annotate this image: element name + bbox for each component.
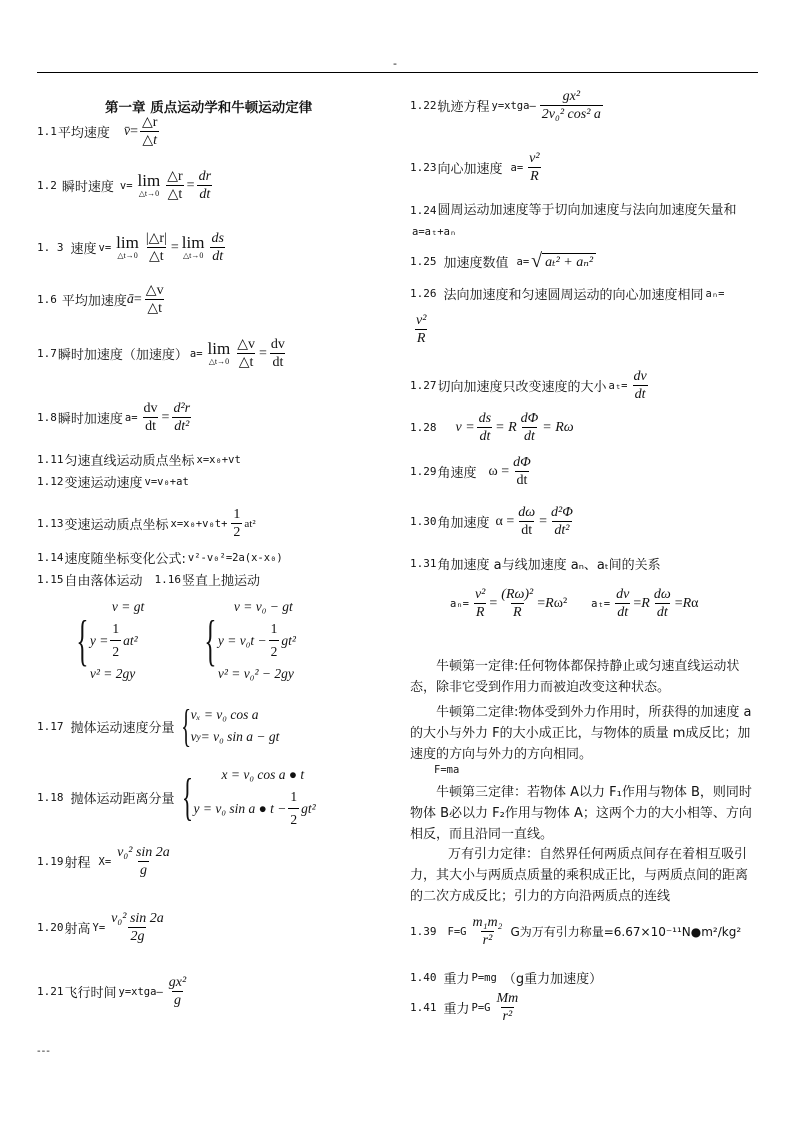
formula-label: 匀速直线运动质点坐标 bbox=[64, 454, 195, 469]
formula-label: 切向加速度只改变速度的大小 bbox=[437, 380, 607, 395]
tangential-acceleration-expression: aₜ= $\frac{dv}{dt}$ = R $\frac{d\omega}{dt}$ = R α bbox=[591, 587, 699, 620]
formula-number: 1.30 bbox=[410, 515, 437, 528]
force-formula bbox=[432, 764, 461, 776]
formula-number: 1.25 bbox=[410, 255, 437, 268]
formula-expression: a= $\frac{dv}{dt}$ = $\frac{\text{d²r}}{\text{dt²}}$ bbox=[124, 401, 191, 434]
formula-number: 1.17 bbox=[37, 719, 64, 733]
formula-expression: $\frac{\text{v₀² sin 2a}}{g}$ bbox=[117, 845, 170, 878]
formula-label: 变速运动速度 bbox=[64, 476, 143, 491]
law-title: 牛顿第三定律： bbox=[436, 785, 528, 800]
newton-third-law bbox=[410, 782, 760, 845]
formula-1-26 bbox=[410, 284, 726, 303]
formula-1-8 bbox=[37, 400, 194, 435]
formula-label: 自由落体运动 bbox=[64, 574, 143, 589]
formula-expression: $\frac{\text{gx²}}{g}$ bbox=[168, 975, 187, 1008]
formula-number: 1.22 bbox=[410, 99, 437, 112]
formula-1-30 bbox=[410, 504, 577, 539]
formula-number: 1.11 bbox=[37, 453, 64, 466]
formula-label: 射高 bbox=[64, 922, 91, 937]
formula-expression: v= lim △t→0 $\frac{\triangle r}{\triangle t}$ = $\frac{dr}{dt}$ bbox=[119, 169, 212, 202]
formula-number: 1.15 bbox=[37, 573, 64, 586]
formula-label: 竖直上抛运动 bbox=[182, 574, 261, 589]
law-title: 万有引力定律： bbox=[448, 847, 540, 862]
newton-first-law bbox=[410, 656, 760, 698]
formula-text: 法向加速度和匀速圆周运动的向心加速度相同 bbox=[443, 288, 704, 303]
formula-expression: $\frac{\text{v₀² sin 2a}}{2g}$ bbox=[111, 911, 164, 944]
formula-1-21 bbox=[37, 974, 190, 1009]
formula-1-41 bbox=[410, 990, 522, 1025]
formula-expression: aₙ= bbox=[705, 287, 725, 300]
formula-expression: α = $\frac{d\omega}{dt}$ = $\frac{\text{d²Φ}}{\text{dt²}}$ bbox=[495, 505, 573, 538]
formula-expression: v=v₀+at bbox=[144, 475, 189, 488]
formula-number: 1.12 bbox=[37, 475, 64, 488]
formula-number: 1.29 bbox=[410, 465, 437, 478]
formula-number: 1.18 bbox=[37, 791, 64, 804]
formula-1-15-16 bbox=[37, 570, 260, 589]
chapter-title: 第一章 质点运动学和牛顿运动定律 bbox=[105, 100, 313, 116]
formula-1-25 bbox=[410, 250, 596, 273]
formula-1-18: 1.18 抛体运动距离分量 { x = v₀ cos a ● t y = v₀ sin a ● t − $\frac{1}{2}$ gt² bbox=[37, 764, 316, 831]
formula-number: 1.20 bbox=[37, 921, 64, 934]
formula-1-26-fraction: $\frac{\text{v²}}{R}$ bbox=[416, 313, 427, 346]
formula-1-39 bbox=[410, 914, 741, 949]
formula-number: 1.21 bbox=[37, 985, 64, 998]
formula-label: 瞬时加速度（加速度） bbox=[57, 348, 188, 363]
formula-1-6 bbox=[37, 282, 168, 317]
formula-number: 1.7 bbox=[37, 347, 57, 360]
formula-1-12 bbox=[37, 472, 191, 491]
formula-label: 角加速度 a与线加速度 aₙ、aₜ间的关系 bbox=[437, 558, 661, 573]
formula-label: 向心加速度 bbox=[437, 162, 503, 177]
formula-expression: ω = $\frac{d\Phi}{dt}$ bbox=[488, 455, 531, 488]
formula-prefix: a= bbox=[516, 255, 530, 268]
formula-prefix: F=G bbox=[447, 925, 467, 938]
formula-number: 1. 3 bbox=[37, 241, 64, 254]
formula-1-20 bbox=[37, 910, 168, 945]
formula-1-40 bbox=[410, 968, 602, 987]
formula-label: 平均加速度 bbox=[61, 294, 127, 309]
formula-label: 瞬时速度 bbox=[61, 180, 114, 195]
formula-number: 1.16 bbox=[154, 573, 182, 586]
formula-number: 1.6 bbox=[37, 293, 57, 306]
formula-label: 飞行时间 bbox=[64, 986, 117, 1001]
formula-expression: $\frac{dv}{dt}$ bbox=[633, 369, 647, 402]
formula-number: 1.14 bbox=[37, 551, 64, 564]
formula-expression: v= lim △t→0 $\frac{|\triangle r|}{\triangle t}$ = lim △t→0 $\frac{ds}{dt}$ bbox=[98, 231, 224, 264]
law-title: 牛顿第一定律: bbox=[436, 659, 519, 674]
formula-1-28 bbox=[410, 410, 574, 445]
formula-expression: x=x₀+vt bbox=[196, 453, 241, 466]
formula-expression: √ aₜ² + aₙ² bbox=[531, 250, 596, 273]
formula-prefix: a= bbox=[510, 161, 524, 174]
formula-label: 射程 bbox=[64, 856, 91, 871]
formula-label: 瞬时加速度 bbox=[57, 412, 123, 427]
formula-1-29 bbox=[410, 454, 535, 489]
formula-number: 1.40 bbox=[410, 971, 437, 984]
formula-1-17: 1.17 抛体运动速度分量 { vₓ = v₀ cos a v y = v₀ sin a − gt bbox=[37, 700, 280, 751]
normal-acceleration-expression: aₙ= $\frac{\text{v²}}{R}$ = $\frac{\text{(Rω)²}}{R}$ = R ω² bbox=[450, 587, 568, 620]
formula-number: 1.13 bbox=[37, 517, 64, 530]
formula-label: 抛体运动距离分量 bbox=[70, 792, 175, 807]
header-rule bbox=[37, 72, 758, 73]
formula-expression: a= lim △t→0 $\frac{\triangle v}{\triangle t}$ = $\frac{dv}{dt}$ bbox=[189, 337, 285, 370]
formula-expression: $\frac{\text{gx²}}{\text{2v₀² cos² a}}$ bbox=[541, 89, 601, 122]
formula-1-22 bbox=[410, 88, 605, 123]
formula-expression: v̄ = $\frac{\triangle r}{\triangle t}$ bbox=[123, 115, 158, 148]
formula-number: 1.19 bbox=[37, 855, 64, 868]
formula-number: 1.39 bbox=[410, 925, 437, 938]
formula-label: 加速度数值 bbox=[443, 256, 509, 271]
header-mark: - bbox=[393, 57, 397, 70]
formula-number: 1.31 bbox=[410, 557, 437, 570]
formula-note: （g重力加速度） bbox=[502, 972, 603, 987]
formula-label: 角速度 bbox=[437, 466, 477, 481]
formula-1-19 bbox=[37, 844, 174, 879]
formula-prefix: X= bbox=[98, 855, 112, 868]
formula-number: 1.26 bbox=[410, 287, 437, 300]
formula-label: 轨迹方程 bbox=[437, 100, 490, 115]
formula-1-23 bbox=[410, 150, 544, 185]
formula-label: 重力 bbox=[443, 972, 470, 987]
formula-expression: a=aₜ+aₙ bbox=[412, 226, 457, 238]
formula-1-13 bbox=[37, 506, 256, 541]
formula-number: 1.1 bbox=[37, 125, 57, 138]
formula-label: 角加速度 bbox=[437, 516, 490, 531]
formula-1-3 bbox=[37, 230, 228, 265]
formula-expression: v = $\frac{ds}{dt}$ = R $\frac{d\Phi}{dt}$ = Rω bbox=[455, 411, 574, 444]
formula-text: 圆周运动加速度等于切向加速度与法向加速度矢量和 bbox=[437, 203, 737, 218]
formula-expression: v²-v₀²=2a(x-x₀) bbox=[187, 551, 283, 564]
formula-label: 重力 bbox=[443, 1002, 470, 1017]
gravitation-law bbox=[410, 844, 760, 907]
footer-mark: --- bbox=[37, 1046, 51, 1057]
formula-1-2 bbox=[37, 168, 215, 203]
formula-label: 速度随坐标变化公式: bbox=[64, 552, 186, 567]
formula-number: 1.24 bbox=[410, 204, 437, 217]
formula-1-24 bbox=[410, 200, 760, 243]
formula-1-1 bbox=[37, 114, 161, 149]
formula-1-31-expressions bbox=[448, 586, 699, 621]
formula-number: 1.28 bbox=[410, 421, 437, 434]
formula-expression: $\frac{\text{v²}}{R}$ bbox=[529, 151, 540, 184]
formula-1-11 bbox=[37, 450, 243, 469]
free-fall-system: { v = gt y = $\frac{1}{2}$ at² v² = 2gy bbox=[76, 599, 145, 681]
formula-1-27 bbox=[410, 368, 651, 403]
formula-prefix: P=G bbox=[471, 1001, 491, 1014]
law-body: 任何物体都保持静止或匀速直线运动状态，除非它受到作用力而被迫改变这种状态。 bbox=[410, 659, 740, 695]
formula-label: 速度 bbox=[70, 242, 97, 257]
formula-number: 1.41 bbox=[410, 1001, 437, 1014]
formula-1-31 bbox=[410, 554, 661, 573]
law-body: 物体受到外力作用时，所获得的加速度 a的大小与外力 F的大小成正比，与物体的质量 m成反比；加速度的方向与外力的方向相同。 bbox=[410, 705, 752, 762]
formula-prefix: y=xtga— bbox=[118, 985, 163, 998]
formula-prefix: Y= bbox=[92, 921, 106, 934]
formula-number: 1.2 bbox=[37, 179, 57, 192]
formula-expression: $\frac{\text{m₁m₂}}{\text{r²}}$ bbox=[472, 915, 503, 948]
formula-expression: $\frac{Mm}{\text{r²}}$ bbox=[496, 991, 519, 1024]
formula-number: 1.23 bbox=[410, 161, 437, 174]
formula-1-7 bbox=[37, 336, 289, 371]
vertical-throw-system: { v = v₀ − gt y = v₀t − $\frac{1}{2}$ gt² v² = v₀² − 2gy bbox=[204, 599, 296, 681]
formula-1-14 bbox=[37, 548, 285, 567]
formula-expression: P=mg bbox=[471, 971, 497, 984]
formula-label: 平均速度 bbox=[57, 126, 110, 141]
formula-prefix: aₜ= bbox=[608, 379, 628, 392]
formula-expression: x=x₀+v₀t+ bbox=[170, 517, 228, 530]
formula-number: 1.27 bbox=[410, 379, 437, 392]
fma-text: F=ma bbox=[434, 764, 460, 776]
law-body: 若物体 A以力 F₁作用与物体 B，则同时物体 B必以力 F₂作用与物体 A；这两个力的大小相等、方向相反，而且沿同一直线。 bbox=[410, 785, 752, 842]
formula-label: 抛体运动速度分量 bbox=[70, 720, 175, 736]
formula-label: 变速运动质点坐标 bbox=[64, 518, 169, 533]
formula-number: 1.8 bbox=[37, 411, 57, 424]
newton-second-law bbox=[410, 702, 760, 765]
formula-expression-tail: $\frac{1}{2}$ at² bbox=[233, 507, 256, 540]
law-title: 牛顿第二定律: bbox=[436, 705, 519, 720]
formula-prefix: y=xtga— bbox=[491, 99, 536, 112]
formula-text: G为万有引力称量=6.67×10⁻¹¹N●m²/kg² bbox=[510, 925, 742, 939]
law-body: 自然界任何两质点间存在着相互吸引力，其大小与两质点质量的乘积成正比，与两质点间的距离的二次方成反比；引力的方向沿两质点的连线 bbox=[410, 847, 749, 904]
formula-expression: ā = $\frac{\triangle v}{\triangle t}$ bbox=[126, 283, 164, 316]
